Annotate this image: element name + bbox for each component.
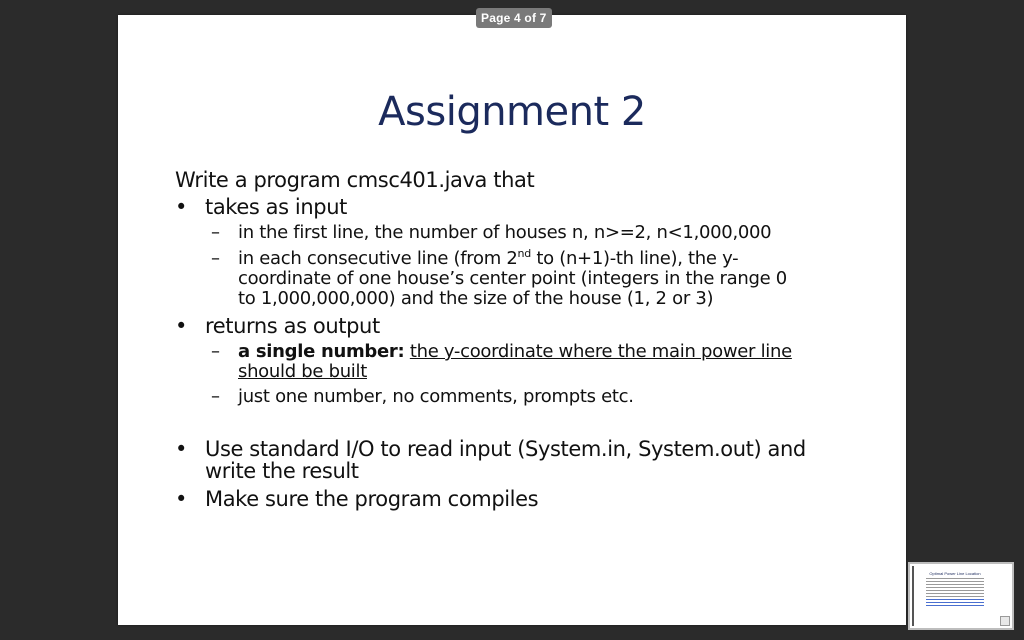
bullet-mark: •: [175, 195, 187, 219]
bullet-text: returns as output: [205, 314, 380, 338]
sub-item-single-number: [175, 342, 875, 382]
dash-mark: –: [211, 222, 220, 243]
sub-item-text: in each consecutive line (from 2: [238, 248, 518, 269]
thumbnail-link-line: [926, 599, 984, 600]
underlined-text: the y-coordinate where the main power line: [409, 341, 792, 362]
thumbnail-title: Optimal Power Line Location: [929, 571, 981, 576]
bullet-mark: •: [175, 487, 187, 511]
bold-label: a single number:: [238, 341, 405, 362]
bullet-text: Make sure the program compiles: [205, 487, 539, 511]
bullet-compiles: [175, 488, 875, 510]
sub-item-text: to (n+1)-th line), the y-: [530, 248, 739, 269]
page-indicator: Page 4 of 7: [476, 8, 552, 28]
thumbnail-preview: [920, 568, 990, 624]
sub-item-text: just one number, no comments, prompts etc.: [238, 386, 634, 407]
sub-item-just-one-number: [175, 387, 875, 407]
thumbnail-text-line: [926, 587, 984, 588]
sub-item-first-line: [175, 223, 875, 243]
intro-text: Write a program cmsc401.java that: [175, 168, 535, 192]
thumbnail-edge: [912, 566, 914, 626]
slide-body: [175, 167, 875, 510]
bullet-text: takes as input: [205, 195, 347, 219]
thumbnail-link-line: [926, 605, 984, 606]
thumbnail-text-line: [926, 590, 984, 591]
thumbnail-text-line: [926, 593, 984, 594]
bullet-standard-io: [175, 438, 875, 482]
bullet-text: Use standard I/O to read input (System.in, System.out) and: [205, 437, 806, 461]
thumbnail-link-line: [926, 602, 984, 603]
bullet-takes-input: [175, 196, 875, 218]
sub-item-text-line3: to 1,000,000,000) and the size of the house (1, 2 or 3): [238, 288, 714, 309]
bullet-mark: •: [175, 314, 187, 338]
underlined-text-line2: should be built: [238, 361, 367, 382]
page-thumbnail[interactable]: [908, 562, 1014, 630]
thumbnail-text-line: [926, 584, 984, 585]
dash-mark: –: [211, 248, 220, 269]
bullet-returns-output: [175, 315, 875, 337]
bullet-mark: •: [175, 437, 187, 461]
thumbnail-text-line: [926, 578, 984, 579]
thumbnail-expand-icon[interactable]: [1000, 616, 1010, 626]
slide-page: [118, 15, 906, 625]
sub-item-consecutive-lines: [175, 249, 875, 309]
dash-mark: –: [211, 386, 220, 407]
dash-mark: –: [211, 341, 220, 362]
thumbnail-text-line: [926, 581, 984, 582]
thumbnail-text-line: [926, 596, 984, 597]
sub-item-text: in the first line, the number of houses n, n>=2, n<1,000,000: [238, 222, 772, 243]
bullet-text-line2: write the result: [205, 459, 359, 483]
slide-title: Assignment 2: [378, 89, 646, 135]
sub-item-text-line2: coordinate of one house’s center point (integers in the range 0: [238, 268, 787, 289]
superscript-nd: nd: [517, 247, 531, 260]
